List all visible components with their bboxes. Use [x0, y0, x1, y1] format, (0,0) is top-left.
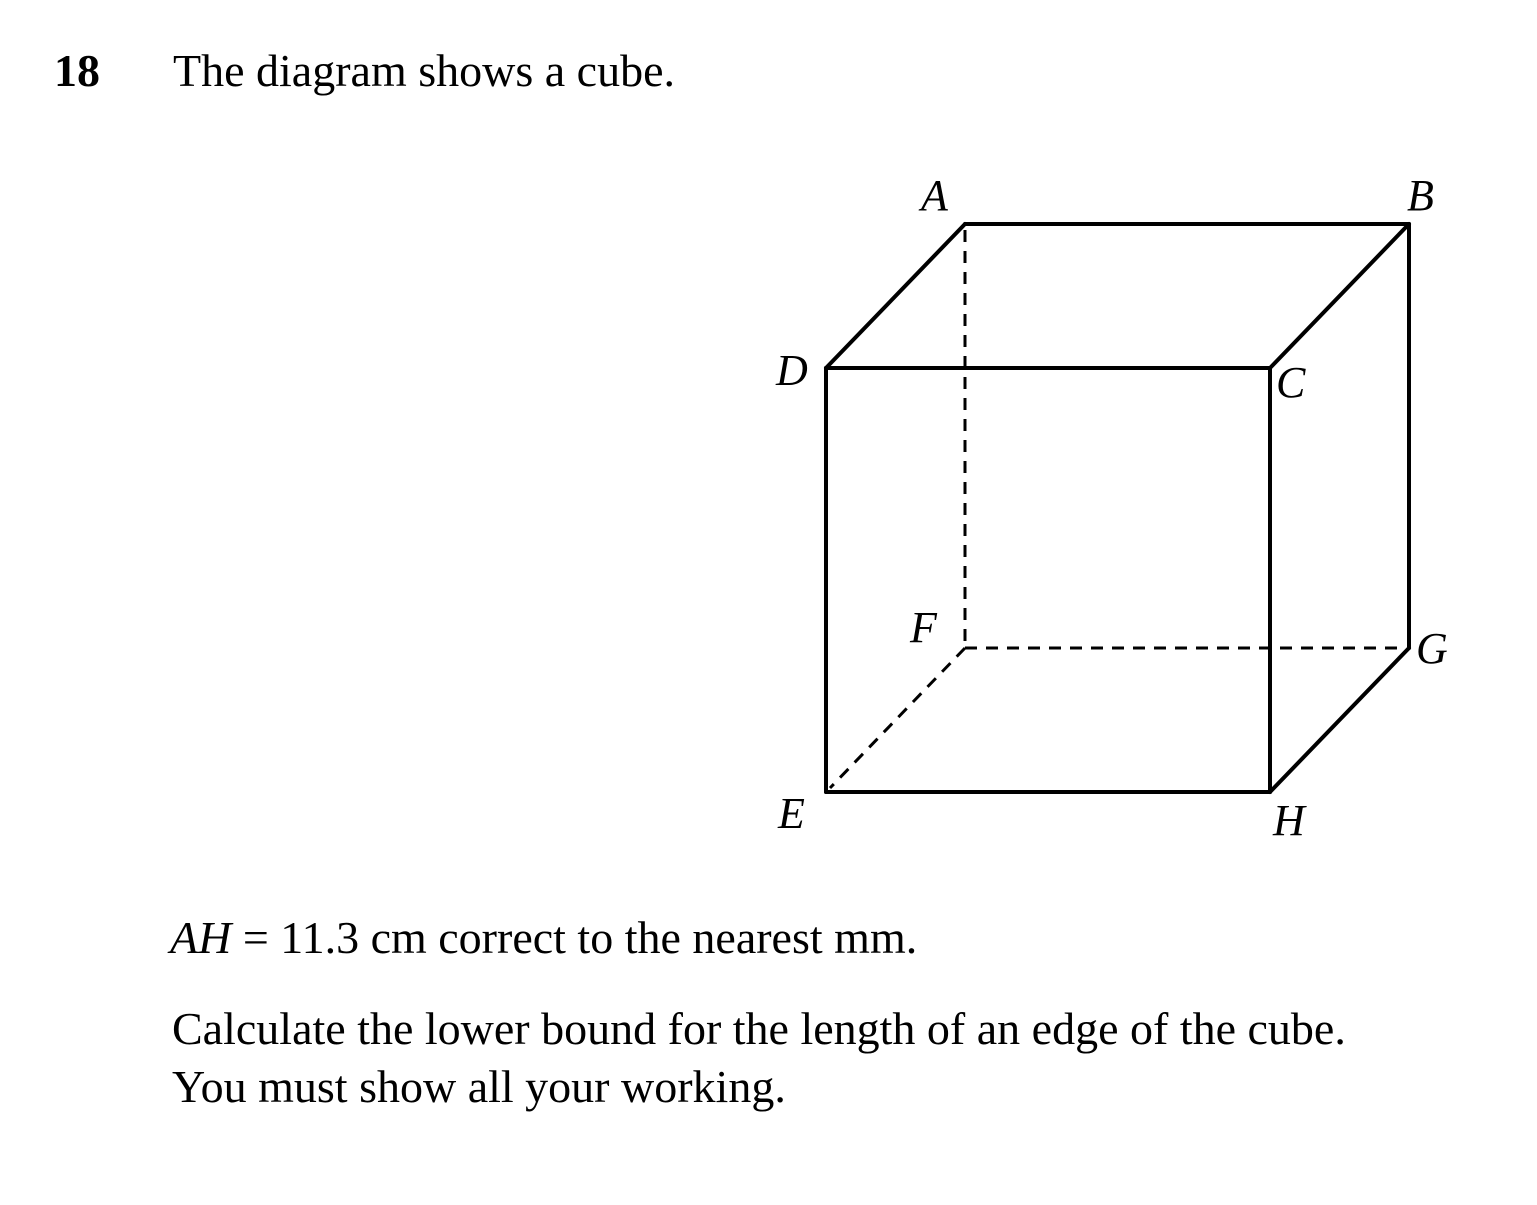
edge-FE [830, 648, 965, 788]
given-symbol: AH [170, 912, 232, 963]
vertex-label-B: B [1407, 171, 1434, 220]
vertex-label-F: F [910, 603, 937, 652]
question-instructions [172, 1000, 1346, 1116]
question-number: 18 [54, 45, 100, 96]
given-measurement [170, 912, 918, 963]
edge-HG [1270, 648, 1409, 792]
vertex-label-C: C [1276, 358, 1306, 407]
edge-AD [826, 224, 965, 368]
vertex-label-G: G [1416, 624, 1448, 673]
vertex-label-H: H [1273, 796, 1305, 845]
instruction-line-1: Calculate the lower bound for the length of an edge of the cube. [172, 1003, 1346, 1054]
question-intro: The diagram shows a cube. [173, 45, 676, 96]
vertex-label-D: D [776, 346, 808, 395]
vertex-label-A: A [921, 171, 948, 220]
given-value-text: = 11.3 cm correct to the nearest mm. [231, 912, 918, 963]
instruction-line-2: You must show all your working. [172, 1061, 786, 1112]
vertex-label-E: E [778, 789, 805, 838]
edge-BC [1270, 224, 1409, 368]
